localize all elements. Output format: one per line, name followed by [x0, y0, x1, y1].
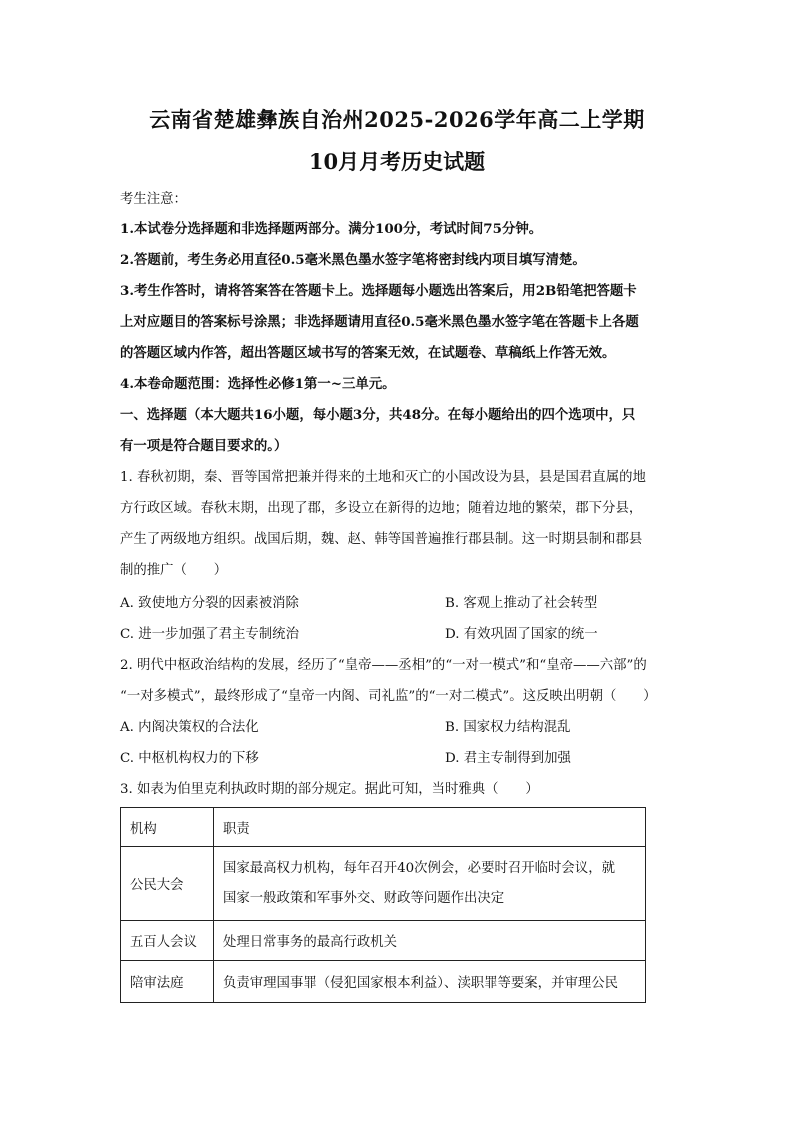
notice-item-3-line3: 的答题区域内作答，超出答题区域书写的答案无效，在试题卷、草稿纸上作答无效。 — [120, 345, 616, 361]
q2-stem-line2: “一对多模式”，最终形成了“皇帝一内阁、司礼监”的“一对二模式”。这反映出明朝（ ） — [120, 689, 657, 704]
table-header-duty: 职责 — [214, 808, 646, 847]
table-header-row — [121, 808, 646, 847]
q3-table — [120, 807, 646, 1003]
table-cell-duty: 处理日常事务的最高行政机关 — [214, 921, 646, 961]
q2-option-d: D. 君主专制得到加强 — [445, 751, 571, 766]
table-cell-duty — [214, 847, 646, 921]
notice-item-3-line2: 上对应题目的答案标号涂黑；非选择题请用直径0.5毫米黑色墨水签字笔在答题卡上各题 — [120, 314, 639, 330]
table-row — [121, 921, 646, 961]
table-row — [121, 961, 646, 1003]
q1-option-b: B. 客观上推动了社会转型 — [445, 596, 598, 611]
table-cell-org: 陪审法庭 — [121, 961, 214, 1003]
table-header-org: 机构 — [121, 808, 214, 847]
table-cell-org: 公民大会 — [121, 847, 214, 921]
table-cell-duty-line: 国家最高权力机构，每年召开40次例会，必要时召开临时会议，就 — [223, 860, 615, 876]
table-cell-duty-line: 国家一般政策和军事外交、财政等问题作出决定 — [223, 890, 505, 906]
q1-stem-line2: 方行政区域。春秋末期，出现了郡，多设立在新得的边地；随着边地的繁荣，郡下分县， — [120, 501, 643, 516]
q1-option-a: A. 致使地方分裂的因素被消除 — [120, 596, 299, 611]
table-cell-org: 五百人会议 — [121, 921, 214, 961]
notice-heading: 考生注意： — [120, 192, 187, 207]
exam-title-line1: 云南省楚雄彝族自治州2025-2026学年高二上学期 — [149, 107, 645, 132]
q1-stem-line4: 制的推广（ ） — [120, 563, 228, 578]
q3-stem-line1: 3. 如表为伯里克利执政时期的部分规定。据此可知，当时雅典（ ） — [120, 782, 539, 797]
q1-option-c: C. 进一步加强了君主专制统治 — [120, 627, 299, 642]
notice-item-1: 1.本试卷分选择题和非选择题两部分。满分100分，考试时间75分钟。 — [120, 221, 543, 237]
section-heading-line2: 有一项是符合题目要求的。） — [120, 438, 288, 454]
q1-option-d: D. 有效巩固了国家的统一 — [445, 627, 598, 642]
exam-title-line2: 10月月考历史试题 — [308, 149, 486, 174]
q2-option-b: B. 国家权力结构混乱 — [445, 720, 571, 735]
table-row — [121, 847, 646, 921]
q2-option-c: C. 中枢机构权力的下移 — [120, 751, 259, 766]
section-heading-line1: 一、选择题（本大题共16小题，每小题3分，共48分。在每小题给出的四个选项中，只 — [120, 407, 636, 423]
q1-stem-line1: 1. 春秋初期，秦、晋等国常把兼并得来的土地和灭亡的小国改设为县，县是国君直属的地 — [120, 470, 646, 485]
notice-item-3-line1: 3.考生作答时，请将答案答在答题卡上。选择题每小题选出答案后，用2B铅笔把答题卡 — [120, 283, 637, 299]
q1-stem-line3: 产生了两级地方组织。战国后期，魏、赵、韩等国普遍推行郡县制。这一时期县制和郡县 — [120, 532, 643, 547]
q2-stem-line1: 2. 明代中枢政治结构的发展，经历了“皇帝——丞相”的“一对一模式”和“皇帝——六部”的 — [120, 658, 647, 673]
notice-item-4: 4.本卷命题范围：选择性必修1第一~三单元。 — [120, 376, 396, 392]
table-cell-duty: 负责审理国事罪（侵犯国家根本利益）、渎职罪等要案，并审理公民 — [214, 961, 646, 1003]
q2-option-a: A. 内阁决策权的合法化 — [120, 720, 259, 735]
notice-item-2: 2.答题前，考生务必用直径0.5毫米黑色墨水签字笔将密封线内项目填写清楚。 — [120, 252, 586, 268]
